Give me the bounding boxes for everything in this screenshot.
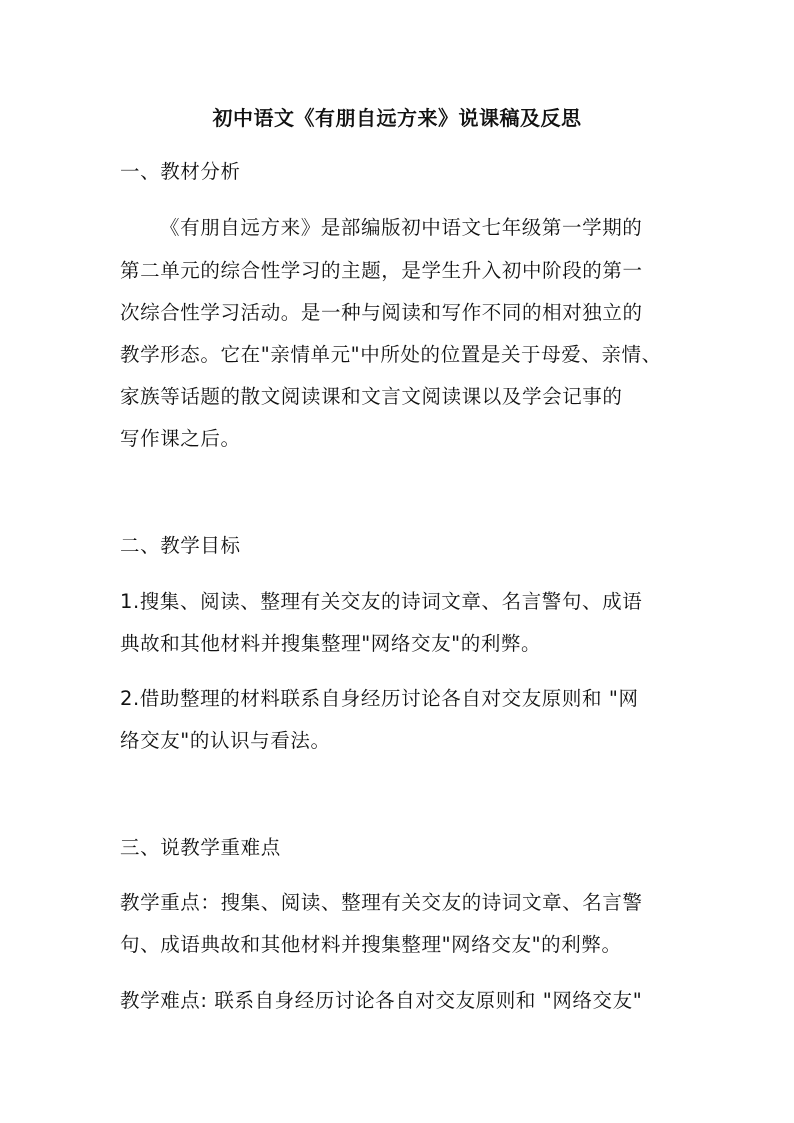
list-item-line: 1.搜集、阅读、整理有关交友的诗词文章、名言警句、成语 [120,590,643,613]
paragraph-line: 教学形态。它在"亲情单元"中所处的位置是关于母爱、亲情、 [120,343,662,366]
paragraph-line: 《有朋自远方来》是部编版初中语文七年级第一学期的 [160,216,643,239]
section-heading-2: 二、教学目标 [120,534,241,557]
paragraph-line: 次综合性学习活动。是一种与阅读和写作不同的相对独立的 [120,301,643,324]
list-item-line: 教学重点：搜集、阅读、整理有关交友的诗词文章、名言警 [120,891,643,914]
paragraph-line: 第二单元的综合性学习的主题，是学生升入初中阶段的第一 [120,259,643,282]
section-heading-3: 三、说教学重难点 [120,836,281,859]
paragraph-line: 写作课之后。 [120,427,241,450]
list-item-line: 2.借助整理的材料联系自身经历讨论各自对交友原则和 "网 [120,687,639,710]
list-item-line: 典故和其他材料并搜集整理"网络交友"的利弊。 [120,632,542,655]
list-item-line: 络交友"的认识与看法。 [120,729,331,752]
section-heading-1: 一、教材分析 [120,160,241,183]
document-title: 初中语文《有朋自远方来》说课稿及反思 [212,106,582,130]
list-item-line: 教学难点: 联系自身经历讨论各自对交友原则和 "网络交友" [120,989,643,1012]
list-item-line: 句、成语典故和其他材料并搜集整理"网络交友"的利弊。 [120,933,622,956]
paragraph-line: 家族等话题的散文阅读课和文言文阅读课以及学会记事的 [120,385,623,408]
